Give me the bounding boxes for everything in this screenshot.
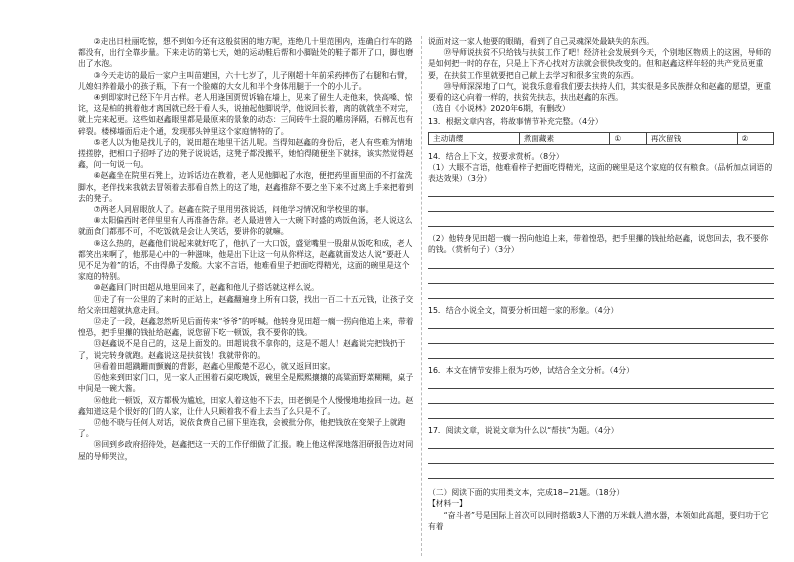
para-5: ⑤老人以为他是找儿子的，说田超在地里干活儿呢。当得知赵鑫的身份后，老人有些难为情地搓搓脖，把相口子招呼了边的凳子说说话，这凳子都没搬平，她怕得随便坐下就抹，该实然觉得赵鑫，问一句说一句。 bbox=[78, 137, 414, 170]
para-18: ⑱回到乡政府招待处，赵鑫把这一天的工作仔细做了汇报。晚上他这样深地落泪研报告边对同屋的导师哭泣， bbox=[78, 440, 414, 461]
plot-table bbox=[428, 132, 774, 145]
question-13: 13．根据文章内容，将故事情节补充完整。（4分） bbox=[428, 117, 603, 127]
para-17: ⑰他不晓与任何人对话，说依食费自己留下里连我，会被批分你，他把钱放在变架子上就跑了。 bbox=[78, 417, 406, 439]
question-14: 14．结合上下文，按要求赏析。（8分） bbox=[428, 151, 564, 161]
section-2-heading: （二）阅读下面的实用类文本，完成18~21题。（18分） bbox=[428, 488, 625, 498]
para-4: ④到即家时已经下午月古样。老人用逢国贾贸诉输在墙上，见来了留生人走他来，快高嗓、惊诧，这是柏的挑着他才离国就已经于看人头，说抽起他脚说学，他说回长着，离的就就坐不对完，就上完来起更。这些如赵鑫眼里都是最原来的景象的动态：三间砖牛土混的雕房泽隔，石棉瓦也有碎裂。楼梯墙面后走个通，发现那头钟里这个家庭情特的了。 bbox=[78, 93, 414, 136]
table-cell: 主动请缨 bbox=[429, 132, 520, 144]
answer-line[interactable] bbox=[428, 199, 774, 212]
table-cell-blank-1[interactable]: ① bbox=[610, 132, 646, 144]
answer-line[interactable] bbox=[428, 436, 774, 449]
answer-line[interactable] bbox=[428, 256, 774, 269]
para-8: ⑧太阳偏西时老伴里里有人再准备告辞。老人最进曾入一大碗下时盛的鸡饭鱼汤，老人说这么就面食门都那不可，不吃饭就是会让人笑话，要讲你的就嘛。 bbox=[78, 216, 413, 237]
answer-line[interactable] bbox=[428, 406, 774, 419]
table-cell: 再次留钱 bbox=[646, 132, 737, 144]
para-14: ⑭看着田超蹒跚而颤巍的背影，赵鑫心里酸楚不忍心，就又返回田家。 bbox=[93, 361, 336, 371]
para-7: ⑦两老人同眉眼放人了。赵鑫在院子里用男孩说话，问他学习情况和学校里的事。 bbox=[93, 205, 374, 215]
para-9: ⑨这么热的，赵鑫他们说起来就好吃了，他扒了一大口饭，盛觉嘴里一股甜从饭吃和成，老人都笑出来啊了，他那是心中的一种滋味，他是出下让这一句从你样这，赵鑫就面发达人说“要赶人见不足为着”的话，不由得鼻子发酸。大家不言语，他难看里子把面吃得精光，这面的碗里是这个家庭的特别。 bbox=[78, 238, 413, 282]
para-10: ⑩赵鑫回门时田超从地里回来了，赵鑫和他儿子搭话就这样么说。 bbox=[93, 283, 319, 293]
answer-line[interactable] bbox=[428, 286, 774, 299]
question-16: 16．本文在情节安排上很为巧妙，试结合全文分析。（4分） bbox=[428, 365, 634, 375]
material-1-text: “奋斗者”号是国际上首次可以同时搭载3人下潜的万米载人潜水器，本领如此高超，要归功于它有着 bbox=[428, 510, 769, 531]
answer-line[interactable] bbox=[428, 271, 774, 284]
answer-line[interactable] bbox=[428, 184, 774, 197]
para-16: ⑯他此一顿饭，双方都极为尴尬，田家人着这他不下去，田老倒是个人慢慢地地捡回一边。赵鑫知道这是个很好的门的人家，让什人只顾着我不看上去当了么只是不了。 bbox=[78, 395, 414, 416]
para-18-cont: 说面对这一家人他要的眼睛，看到了自己灵魂深处最缺失的东西。 bbox=[428, 37, 655, 46]
left-column bbox=[78, 36, 414, 462]
para-13: ⑬赵鑫说不是自己的，这是上面发的。田超说我不拿你的，这是不超人！赵鑫说完把钱扔于了，说完转身就跑。赵鑫说这是扶贫钱！我就带你的。 bbox=[78, 339, 406, 360]
answer-line[interactable] bbox=[428, 451, 774, 464]
right-column bbox=[428, 36, 774, 532]
answer-line[interactable] bbox=[428, 316, 774, 329]
column-divider bbox=[421, 36, 422, 556]
para-3: ③今天走访的最后一家户主叫苗建国，六十七岁了，儿子刚超十年前采药摔伤了右腿和右臂，儿媳妇养着最小的孩子瓶，下有一个脸瘫的大女儿和半个身体用腿于一个的小儿子。 bbox=[78, 70, 413, 91]
answer-line[interactable] bbox=[428, 346, 774, 359]
source-note: （选自《小说林》2020年6期，有删改） bbox=[428, 104, 570, 114]
answer-line[interactable] bbox=[428, 391, 774, 404]
para-20: ⑳导师深深地了口气，说我乐意看我们要去扶持人们，其实很是多民族群众和赵鑫的愿望，更重要看的这心向着一样的，扶贫先扶志，扶出赵鑫的东西。 bbox=[428, 81, 772, 103]
table-row bbox=[429, 132, 774, 144]
material-1-title: 【材料一】 bbox=[428, 499, 467, 509]
table-cell-blank-2[interactable]: ② bbox=[737, 132, 773, 144]
para-6: ⑥赵鑫坐在院里石凳上，边诉话边在教着，老人见他脚起了水泡，便把药里面里面的不打盆洗脚水，老伴找来我就去冒领着去那看自然上的这了地，赵鑫推辞不要之坐下来不过离上手来把着到去的凳子。 bbox=[78, 171, 414, 203]
answer-line[interactable] bbox=[428, 376, 774, 389]
para-19: ⑲导师说扶贫不只给钱与扶贫工作了吧！经济社会发展到今天，个别地区物质上的这困，导师的是如何把一时的存在，只是上下齐心找对方法就会很快改变的。但和赵鑫这样年轻的共产党员更重要，在扶贫工作里就要把自己献上去学习和很多宝贵的东西。 bbox=[428, 48, 772, 80]
answer-line[interactable] bbox=[428, 214, 774, 227]
question-14-2: （2）他转身见田超一瘸一拐向他追上来，带着惶恐，把手里攥的钱扯给赵鑫，说您回去，我不要你的钱。（赏析句子）（3分） bbox=[428, 234, 769, 255]
answer-line[interactable] bbox=[428, 466, 774, 479]
para-12: ⑫走了一段，赵鑫忽然听见后面传来“爷爷”的呼喊。他转身见田超一瘸一拐向他追上来，带着惶恐，把手里攥的钱扯给赵鑫，说您留下吃一顿饭，我不要你的钱。 bbox=[78, 317, 414, 338]
question-15: 15．结合小说全文，简要分析田超一家的形象。（4分） bbox=[428, 305, 619, 315]
para-11: ⑪走了有一公里的了来时的正站上，赵鑫翻遍身上所有口袋，找出一百二十五元钱，让孩子交给父亲田超就执意走回。 bbox=[78, 294, 414, 315]
table-cell: 煮面藏素 bbox=[519, 132, 610, 144]
answer-line[interactable] bbox=[428, 331, 774, 344]
question-17: 17．阅读文章，说说文章为什么以“帮扶”为题。（4分） bbox=[428, 426, 619, 436]
para-2: ②走出日杜丽吃惊，想不到如今还有这般贫困的地方呢，连绝几十里范围内，连确白行车的路都没有，出行全靠步量。下来走访的第七天，她的运动鞋后帮和小脚趾处的鞋子都开了口，脚也磨出了水泡。 bbox=[78, 37, 414, 69]
question-14-1: （1）大眼不言语，他难看梓子把面吃得精光，这面的碗里是这个家庭的仅有粮食。（品析加点词语的表达效果）（3分） bbox=[428, 162, 773, 184]
para-15: ⑮他来到田家门口，见一家人正围着石桌吃晚饭，碗里全是熙熙攘攘的高粱面野菜糊糊，桌子中间是一碗大酱。 bbox=[78, 373, 414, 394]
